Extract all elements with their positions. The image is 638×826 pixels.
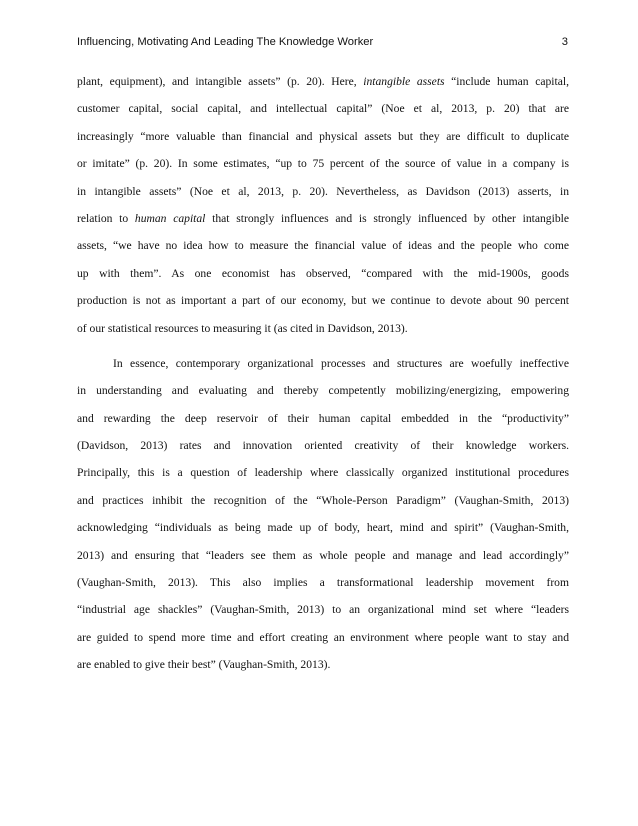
text-line bbox=[77, 542, 569, 569]
text-segment: and rewarding the deep reservoir of their human capital embedded in the “productivity” bbox=[77, 411, 569, 425]
text-line bbox=[77, 596, 569, 623]
text-line bbox=[77, 405, 569, 432]
text-line bbox=[77, 178, 569, 205]
text-segment: increasingly “more valuable than financial and physical assets but they are difficult to duplicate bbox=[77, 129, 569, 143]
text-segment: 2013) and ensuring that “leaders see them as whole people and manage and lead accordingly” bbox=[77, 548, 569, 562]
text-segment: customer capital, social capital, and intellectual capital” (Noe et al, 2013, p. 20) that are bbox=[77, 102, 569, 116]
text-segment: relation to bbox=[77, 211, 135, 225]
text-segment: and practices inhibit the recognition of the “Whole-Person Paradigm” (Vaughan-Smith, 2013) bbox=[77, 493, 569, 507]
italic-term: human capital bbox=[134, 211, 206, 225]
text-segment: that strongly influences and is strongly influenced by other intangible bbox=[205, 211, 569, 225]
text-segment: are enabled to give their best” (Vaughan-Smith, 2013). bbox=[77, 658, 331, 672]
text-line bbox=[77, 514, 569, 541]
text-segment: production is not as important a part of our economy, but we continue to devote about 90 percent bbox=[77, 294, 569, 308]
text-segment: in intangible assets” (Noe et al, 2013, p. 20). Nevertheless, as Davidson (2013) asserts, in bbox=[77, 184, 569, 198]
page-number: 3 bbox=[561, 36, 568, 48]
text-segment: In essence, contemporary organizational processes and structures are woefully ineffective bbox=[113, 356, 569, 370]
text-line bbox=[77, 569, 569, 596]
text-line bbox=[77, 260, 569, 287]
text-segment: Principally, this is a question of leadership where classically organized institutional procedures bbox=[77, 466, 569, 480]
text-line bbox=[77, 123, 569, 150]
text-segment: are guided to spend more time and effort creating an environment where people want to stay and bbox=[77, 630, 569, 644]
italic-term: intangible assets bbox=[363, 75, 445, 88]
text-line bbox=[77, 68, 569, 95]
text-segment: plant, equipment), and intangible assets” (p. 20). Here, bbox=[77, 75, 364, 88]
paragraph bbox=[77, 68, 569, 342]
running-header-title: Influencing, Motivating And Leading The Knowledge Worker bbox=[77, 36, 374, 48]
text-segment: of our statistical resources to measuring it (as cited in Davidson, 2013). bbox=[77, 321, 408, 335]
text-line bbox=[77, 232, 569, 259]
text-line bbox=[77, 150, 569, 177]
text-line bbox=[77, 350, 569, 377]
text-segment: (Davidson, 2013) rates and innovation oriented creativity of their knowledge workers. bbox=[77, 439, 569, 453]
text-segment: in understanding and evaluating and thereby competently mobilizing/energizing, empowering bbox=[77, 384, 569, 398]
text-line bbox=[77, 95, 569, 122]
text-line bbox=[77, 624, 569, 651]
text-line bbox=[77, 315, 569, 342]
text-line bbox=[77, 377, 569, 404]
page-header bbox=[77, 36, 568, 54]
text-line bbox=[77, 487, 569, 514]
text-segment: assets, “we have no idea how to measure the financial value of ideas and the people who come bbox=[77, 239, 569, 253]
text-segment: (Vaughan-Smith, 2013). This also implies a transformational leadership movement from bbox=[77, 576, 569, 590]
text-segment: “industrial age shackles” (Vaughan-Smith, 2013) to an organizational mind set where “leaders bbox=[77, 603, 569, 617]
text-segment: “include human capital, bbox=[444, 75, 569, 88]
text-segment: acknowledging “individuals as being made up of body, heart, mind and spirit” (Vaughan-Smith, bbox=[77, 521, 569, 535]
text-segment: or imitate” (p. 20). In some estimates, “up to 75 percent of the source of value in a company is bbox=[77, 157, 569, 171]
text-line bbox=[77, 432, 569, 459]
text-line bbox=[77, 287, 569, 314]
body-text bbox=[77, 68, 569, 679]
paragraph-gap bbox=[77, 342, 569, 350]
paragraph bbox=[77, 350, 569, 679]
text-line bbox=[77, 459, 569, 486]
text-segment: up with them”. As one economist has observed, “compared with the mid-1900s, goods bbox=[77, 266, 569, 280]
text-line bbox=[77, 205, 569, 232]
text-line bbox=[77, 651, 569, 678]
